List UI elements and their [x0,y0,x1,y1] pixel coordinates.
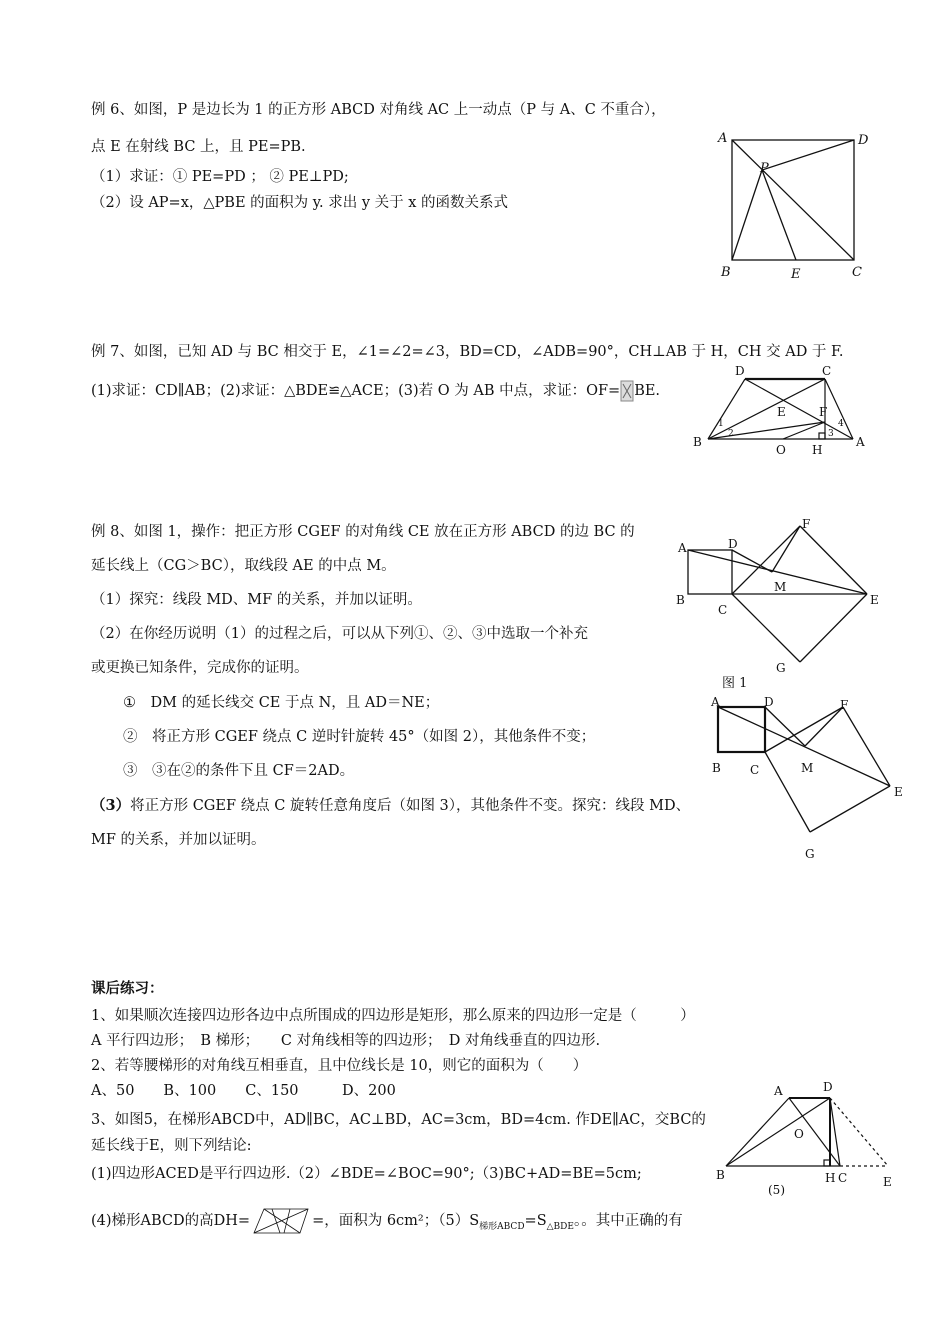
label-D: D [735,364,745,378]
practice-q2-options: A、50 B、100 C、150 D、200 [91,1083,396,1099]
label-D: D [858,133,869,148]
ex7-figure [688,364,873,459]
label-C: C [822,364,832,378]
trapezoid-thumbnail-icon [250,1205,312,1237]
q3-sub-triangle: △BDE [546,1221,574,1232]
label-A: A [856,435,865,449]
label-B: B [721,265,731,280]
ex8-figure2 [705,694,905,864]
label-C: C [718,603,728,617]
practice-figure5 [710,1076,900,1201]
q3-tail: 。。其中正确的有 [573,1213,683,1229]
fig5-caption: (5) [768,1183,785,1197]
label-D: D [764,695,774,709]
ex8-line2: 延长线上（CG＞BC），取线段 AE 的中点 M。 [91,558,396,574]
practice-q3-line3: (1)四边形ACED是平行四边形.（2）∠BDE=∠BOC=90°;（3)BC+AD=BE=5cm; [91,1166,642,1182]
label-E: E [870,593,879,607]
label-B: B [716,1168,725,1182]
label-G: G [805,847,815,861]
q3-height-text: (4)梯形ABCD的高DH= [91,1213,251,1229]
ex7-line1: 例 7、如图，已知 AD 与 BC 相交于 E，∠1=∠2=∠3，BD=CD，∠ADB=90°，CH⊥AB 于 H，CH 交 AD 于 F. [91,344,844,360]
label-M: M [801,761,814,775]
label-C: C [838,1171,848,1185]
q3-sub-trapezoid: 梯形ABCD [479,1221,525,1232]
ex8-item1: ① DM 的延长线交 CE 于点 N，且 AD＝NE； [123,695,440,711]
practice-heading: 课后练习： [91,980,164,997]
practice-q2: 2、若等腰梯形的对角线互相垂直，且中位线长是 10，则它的面积为（ ） [91,1058,588,1074]
label-A: A [678,541,687,555]
ex6-line1: 例 6、如图，P 是边长为 1 的正方形 ABCD 对角线 AC 上一动点（P 与 A、C 不重合）， [91,102,666,118]
ex8-item2: ② 将正方形 CGEF 绕点 C 逆时针旋转 45°（如图 2），其他条件不变； [123,729,596,745]
label-P: P [760,161,769,176]
label-H: H [812,443,823,457]
ex8-item3: ③ ③在②的条件下且 CF＝2AD。 [123,763,355,779]
label-G: G [776,661,786,675]
ex8-fig1-caption: 图 1 [722,676,748,691]
fraction-half-icon [620,380,634,402]
label-F: F [819,405,828,419]
label-C: C [750,763,760,777]
practice-q3-line2: 延长线于E，则下列结论: [91,1138,252,1154]
label-E: E [777,405,786,419]
label-A: A [774,1084,783,1098]
ex8-line3: （1）探究：线段 MD、MF 的关系，并加以证明。 [91,592,422,608]
label-O: O [776,443,786,457]
ex8-line7: MF 的关系，并加以证明。 [91,832,266,848]
label-angle4: 4 [838,419,844,429]
label-angle2: 2 [728,429,734,439]
ex8-figure1 [672,514,887,679]
ex7-line2 [91,380,660,402]
label-F: F [802,517,811,531]
ex8-line6-text: 将正方形 CGEF 绕点 C 旋转任意角度后（如图 3），其他条件不变。探究：线段 MD、 [130,798,691,814]
label-D: D [823,1080,833,1094]
label-C: C [852,265,862,280]
label-E: E [883,1175,892,1189]
label-E: E [894,785,903,799]
label-B: B [676,593,685,607]
ex7-line2-tail: BE. [634,383,661,399]
ex6-line3: （1）求证：① PE=PD ； ② PE⊥PD; [91,169,349,185]
practice-q3-line1: 3、如图5，在梯形ABCD中，AD∥BC，AC⊥BD，AC=3cm，BD=4cm. 作DE∥AC，交BC的 [91,1112,706,1128]
q3-area-text: =，面积为 6cm²；（5）S [312,1213,480,1229]
ex6-line2: 点 E 在射线 BC 上，且 PE=PB. [91,139,306,155]
ex8-line5: 或更换已知条件，完成你的证明。 [91,660,309,676]
label-A: A [711,695,720,709]
practice-q1-options: A 平行四边形； B 梯形； C 对角线相等的四边形； D 对角线垂直的四边形. [91,1033,601,1049]
ex7-line2-text: (1)求证：CD∥AB；(2)求证：△BDE≌△ACE；(3)若 O 为 AB 中点，求证：OF= [91,383,621,399]
ex8-part3-label: （3） [91,797,131,814]
ex8-line4: （2）在你经历说明（1）的过程之后，可以从下列①、②、③中选取一个补充 [91,626,588,642]
ex6-figure [712,128,872,288]
label-B: B [712,761,721,775]
practice-q3-line4 [91,1205,683,1237]
label-M: M [774,580,787,594]
label-B: B [693,435,702,449]
ex6-line4: （2）设 AP=x，△PBE 的面积为 y. 求出 y 关于 x 的函数关系式 [91,195,509,211]
label-angle3: 3 [828,429,834,439]
label-F: F [840,698,849,712]
label-D: D [728,537,738,551]
label-H: H [825,1171,836,1185]
q3-equals-s: =S [524,1213,547,1229]
practice-q1: 1、如果顺次连接四边形各边中点所围成的四边形是矩形，那么原来的四边形一定是（ ） [91,1008,695,1024]
label-A: A [718,131,728,146]
label-angle1: 1 [718,419,724,429]
ex8-line6 [91,796,690,816]
label-O: O [794,1127,804,1141]
label-E: E [791,267,801,282]
ex8-line1: 例 8、如图 1，操作：把正方形 CGEF 的对角线 CE 放在正方形 ABCD 的边 BC 的 [91,524,635,540]
